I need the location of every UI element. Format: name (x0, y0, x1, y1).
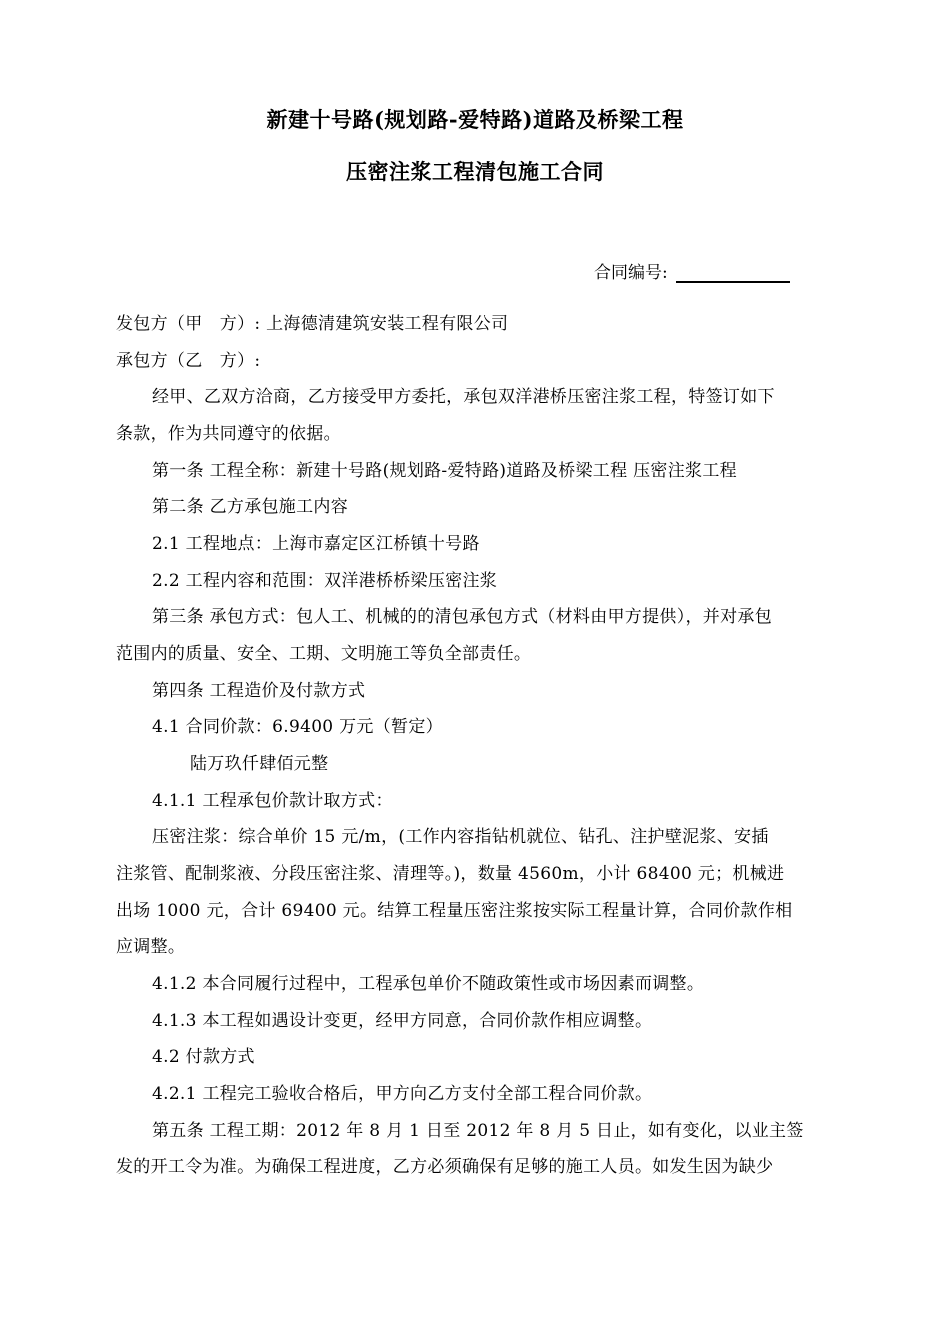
party-a-line: 发包方（甲 方）: 上海德清建筑安装工程有限公司 (116, 314, 509, 334)
clause-line: 4.1 合同价款：6.9400 万元（暂定） (152, 717, 443, 737)
body-line: 应调整。 (116, 937, 186, 957)
body-line: 压密注浆：综合单价 15 元/m，(工作内容指钻机就位、钻孔、注护壁泥浆、安插 (152, 827, 769, 847)
body-line: 注浆管、配制浆液、分段压密注浆、清理等。)，数量 4560m，小计 68400 元；机械进 (116, 864, 785, 884)
body-line: 范围内的质量、安全、工期、文明施工等负全部责任。 (116, 644, 532, 664)
body-line: 条款，作为共同遵守的依据。 (116, 424, 341, 444)
body-line: 经甲、乙双方洽商，乙方接受甲方委托，承包双洋港桥压密注浆工程，特签订如下 (152, 387, 775, 407)
clause-line: 2.2 工程内容和范围：双洋港桥桥梁压密注浆 (152, 571, 498, 591)
body-line: 发的开工令为准。为确保工程进度，乙方必须确保有足够的施工人员。如发生因为缺少 (116, 1157, 774, 1177)
article-heading: 第一条 工程全称：新建十号路(规划路-爱特路)道路及桥梁工程 压密注浆工程 (152, 461, 737, 481)
party-b-line: 承包方（乙 方）: (116, 351, 261, 371)
clause-line: 4.2 付款方式 (152, 1047, 255, 1067)
contract-number (594, 258, 790, 283)
contract-number-blank (676, 261, 790, 283)
clause-line: 4.1.2 本合同履行过程中，工程承包单价不随政策性或市场因素而调整。 (152, 974, 705, 994)
article-heading: 第二条 乙方承包施工内容 (152, 497, 349, 517)
contract-number-label: 合同编号: (594, 263, 668, 283)
clause-line: 4.1.1 工程承包价款计取方式： (152, 791, 393, 811)
article-heading: 第五条 工程工期：2012 年 8 月 1 日至 2012 年 8 月 5 日止，如有变化，以业主签 (152, 1121, 804, 1141)
amount-in-words: 陆万玖仟肆佰元整 (190, 754, 329, 774)
clause-line: 4.2.1 工程完工验收合格后，甲方向乙方支付全部工程合同价款。 (152, 1084, 653, 1104)
document-subtitle: 压密注浆工程清包施工合同 (346, 159, 604, 184)
clause-line: 2.1 工程地点：上海市嘉定区江桥镇十号路 (152, 534, 480, 554)
document-title: 新建十号路(规划路-爱特路)道路及桥梁工程 (266, 107, 684, 132)
article-heading: 第四条 工程造价及付款方式 (152, 681, 366, 701)
clause-line: 4.1.3 本工程如遇设计变更，经甲方同意，合同价款作相应调整。 (152, 1011, 653, 1031)
body-line: 出场 1000 元，合计 69400 元。结算工程量压密注浆按实际工程量计算，合同价款作相 (116, 901, 793, 921)
article-heading: 第三条 承包方式：包人工、机械的的清包承包方式（材料由甲方提供），并对承包 (152, 607, 773, 627)
